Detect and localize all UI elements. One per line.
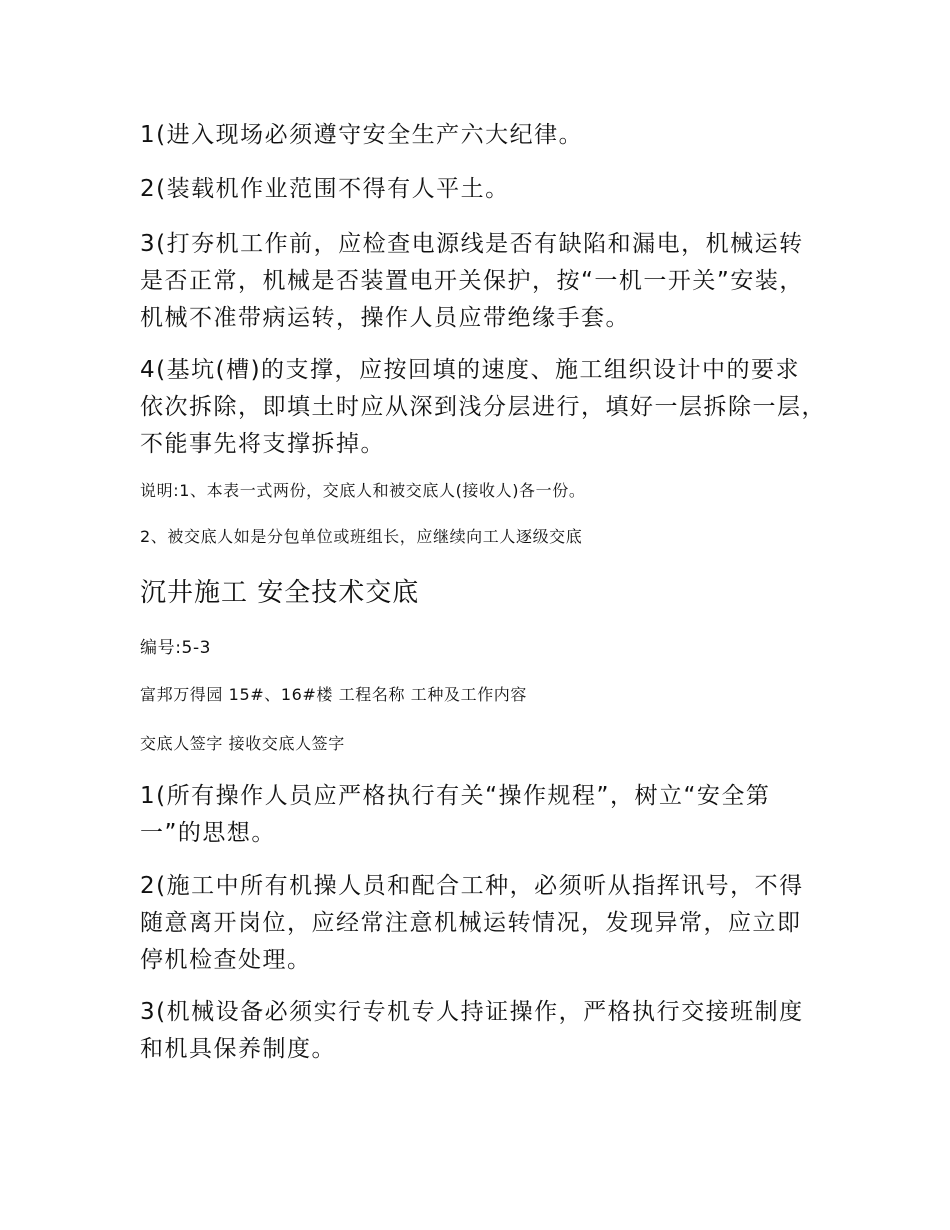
signature-line: 交底人签字 接收交底人签字	[140, 734, 345, 753]
safety-item-3: 3(打夯机工作前，应检查电源线是否有缺陷和漏电，机械运转 是否正常，机械是否装置电开关保护，按“一机一开关”安装， 机械不准带病运转，操作人员应带绝缘手套。	[140, 231, 804, 331]
note-1: 说明:1、本表一式两份，交底人和被交底人(接收人)各一份。	[140, 481, 586, 500]
sinking-item-1: 1(所有操作人员应严格执行有关“操作规程”，树立“安全第 一”的思想。	[140, 783, 771, 846]
sinking-item-2: 2(施工中所有机操人员和配合工种，必须听从指挥讯号，不得 随意离开岗位，应经常注意机械运转情况，发现异常，应立即 停机检查处理。	[140, 873, 804, 973]
project-info: 富邦万得园 15#、16#楼 工程名称 工种及工作内容	[140, 685, 527, 704]
note-2: 2、被交底人如是分包单位或班组长，应继续向工人逐级交底	[140, 527, 583, 546]
safety-item-1: 1(进入现场必须遵守安全生产六大纪律。	[140, 122, 584, 148]
document-number: 编号:5-3	[140, 638, 212, 658]
section-title: 沉井施工 安全技术交底	[140, 578, 420, 608]
safety-item-2: 2(装载机作业范围不得有人平土。	[140, 176, 510, 202]
sinking-item-3: 3(机械设备必须实行专机专人持证操作，严格执行交接班制度 和机具保养制度。	[140, 999, 804, 1062]
safety-item-4: 4(基坑(槽)的支撑，应按回填的速度、施工组织设计中的要求 依次拆除，即填土时应从深到浅分层进行，填好一层拆除一层， 不能事先将支撑拆掉。	[140, 357, 826, 457]
